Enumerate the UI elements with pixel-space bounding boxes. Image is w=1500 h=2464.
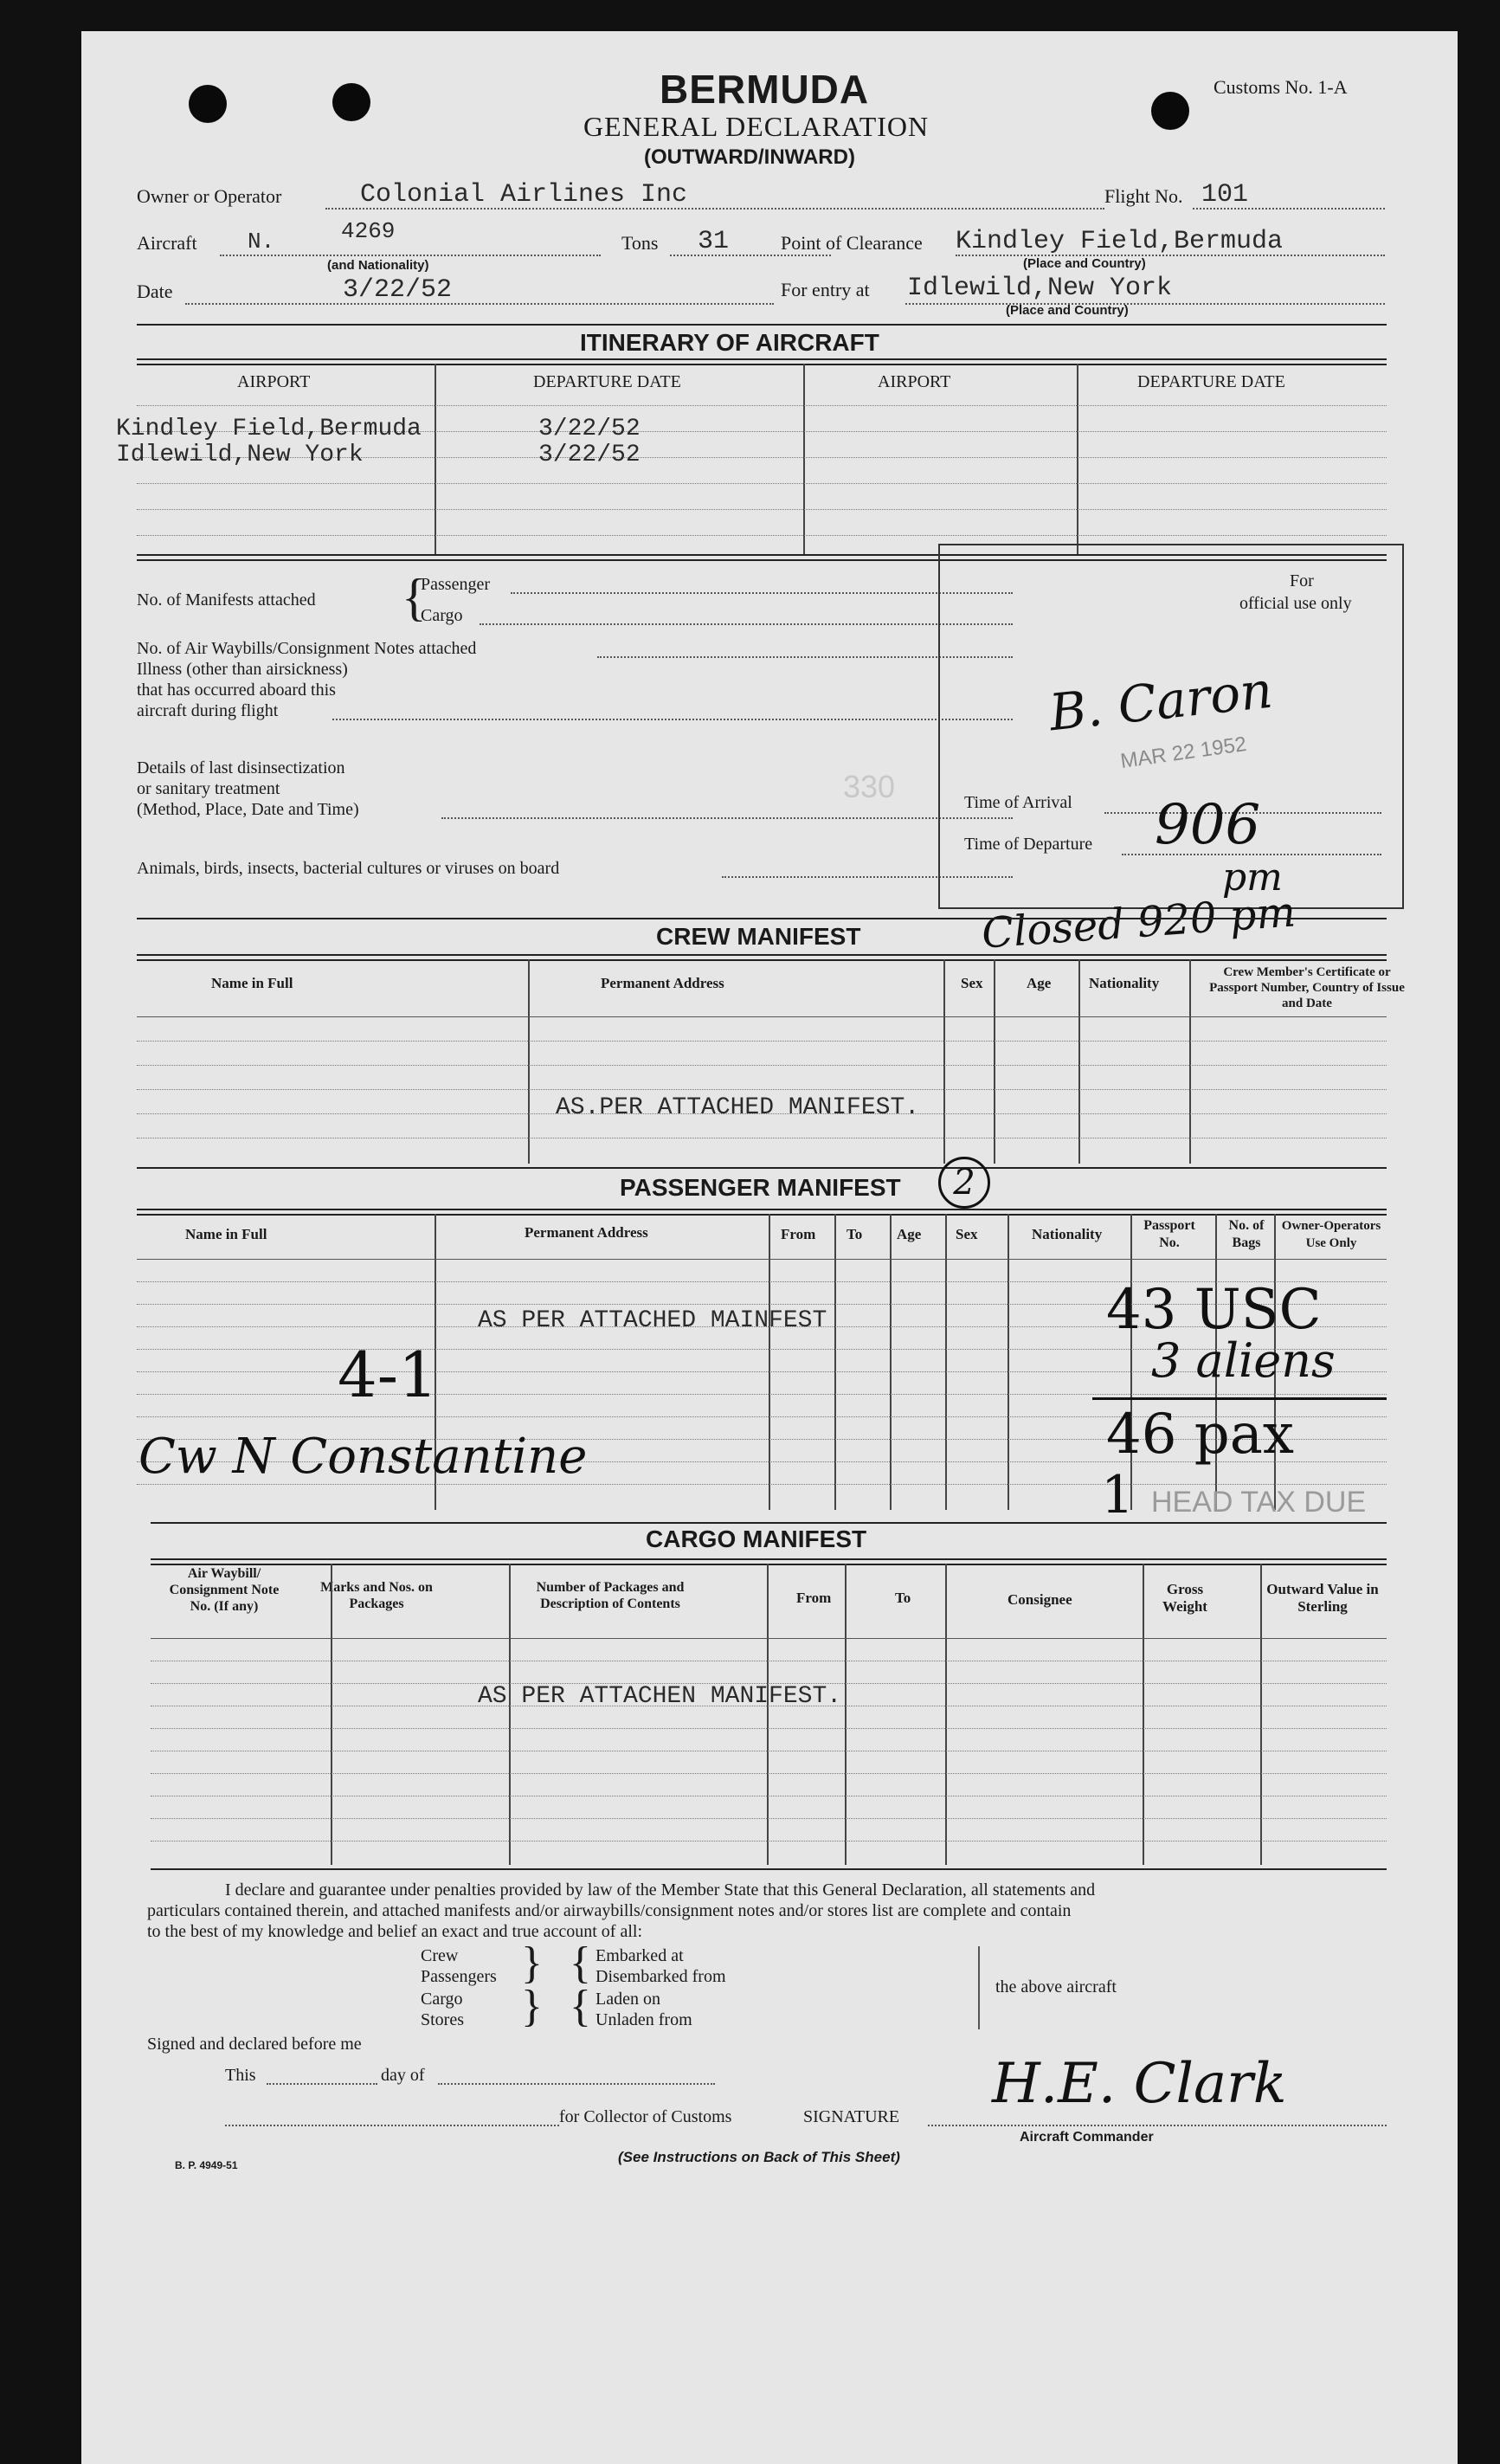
flight-label: Flight No.	[1104, 185, 1183, 207]
clearance-label: Point of Clearance	[781, 232, 923, 254]
commander-label: Aircraft Commander	[1020, 2130, 1154, 2145]
brace: }	[521, 1938, 543, 1988]
crew-title: CREW MANIFEST	[656, 923, 861, 950]
itinerary-col-airport-2: AIRPORT	[878, 372, 951, 391]
declaration-line-1: I declare and guarantee under penalties provided by law of the Member State that this General Declaration, all statements and	[225, 1880, 1096, 1900]
tally-head-tax-count: 1	[1101, 1465, 1135, 1525]
declaration-form	[81, 31, 1458, 2464]
departure-value: 906	[1155, 793, 1261, 857]
clearance-value: Kindley Field,Bermuda	[956, 227, 1284, 256]
passenger-title: PASSENGER MANIFEST	[620, 1174, 901, 1201]
tons-value: 31	[698, 227, 730, 256]
signed-label: Signed and declared before me	[147, 2035, 362, 2054]
owner-label: Owner or Operator	[137, 185, 282, 207]
departure-label: Time of Departure	[964, 835, 1093, 854]
place-country-note-2: (Place and Country)	[1006, 303, 1129, 318]
flight-value: 101	[1201, 180, 1249, 210]
crew-col-certificate: Crew Member's Certificate or Passport Number, Country of Issue and Date	[1209, 965, 1405, 1010]
punch-hole	[189, 85, 227, 123]
pax-col-age: Age	[897, 1226, 922, 1242]
crew-col-address: Permanent Address	[601, 975, 724, 991]
aircraft-value: 4269	[341, 218, 396, 244]
cargo-note: AS PER ATTACHEN MANIFEST.	[478, 1683, 842, 1710]
cargo-col-to: To	[895, 1590, 911, 1606]
brace: {	[570, 1982, 591, 2031]
punch-hole	[1151, 92, 1189, 130]
cargo-col-consignee: Consignee	[1008, 1591, 1072, 1608]
cargo-col-marks: Marks and Nos. on Packages	[320, 1580, 433, 1611]
tally-total: 46 pax	[1106, 1403, 1294, 1467]
declaration-embarked: Embarked at	[595, 1946, 684, 1965]
itinerary-date-2: 3/22/52	[538, 442, 641, 468]
itinerary-title: ITINERARY OF AIRCRAFT	[580, 329, 879, 356]
passenger-signature: Cw N Constantine	[138, 1429, 588, 1485]
pax-col-address: Permanent Address	[525, 1224, 648, 1241]
tally-aliens: 3 aliens	[1151, 1333, 1336, 1388]
this-label: This	[225, 2066, 256, 2085]
tally-us-citizens: 43 USC	[1106, 1278, 1322, 1342]
nationality-note: (and Nationality)	[327, 258, 429, 273]
form-subtitle: GENERAL DECLARATION	[583, 111, 930, 142]
form-number: B. P. 4949-51	[175, 2159, 238, 2171]
itinerary-date-1: 3/22/52	[538, 416, 641, 442]
cargo-col-weight: Gross Weight	[1162, 1581, 1207, 1615]
cargo-col-waybill: Air Waybill/ Consignment Note No. (If any)	[169, 1566, 280, 1614]
illness-line-3: aircraft during flight	[137, 701, 279, 720]
declaration-item-crew: Crew	[421, 1946, 459, 1965]
brace: {	[402, 569, 427, 626]
passenger-count-mark: 4-1	[338, 1338, 438, 1411]
pax-col-nationality: Nationality	[1032, 1226, 1103, 1242]
manifests-label: No. of Manifests attached	[137, 590, 316, 610]
cargo-title: CARGO MANIFEST	[646, 1525, 867, 1552]
pax-col-owner: Owner-Operators Use Only	[1281, 1219, 1381, 1250]
brace: {	[570, 1938, 591, 1988]
declaration-item-passengers: Passengers	[421, 1967, 497, 1986]
disinsect-line-1: Details of last disinsectization	[137, 758, 345, 777]
declaration-above-aircraft: the above aircraft	[995, 1977, 1117, 1996]
disinsect-line-3: (Method, Place, Date and Time)	[137, 800, 359, 819]
declaration-laden: Laden on	[595, 1990, 660, 2009]
date-label: Date	[137, 281, 173, 302]
animals-label: Animals, birds, insects, bacterial cultures or viruses on board	[137, 859, 560, 878]
pax-col-passport: Passport No.	[1143, 1218, 1195, 1250]
crew-note: AS.PER ATTACHED MANIFEST.	[556, 1094, 920, 1121]
head-tax-stamp: HEAD TAX DUE	[1151, 1486, 1367, 1519]
pax-col-bags: No. of Bags	[1228, 1218, 1265, 1250]
manifest-cargo-label: Cargo	[421, 606, 463, 625]
arrival-label: Time of Arrival	[964, 793, 1072, 812]
form-title: BERMUDA	[660, 67, 870, 112]
owner-value: Colonial Airlines Inc	[360, 180, 688, 210]
punch-hole	[332, 83, 370, 121]
faint-number: 330	[843, 769, 896, 804]
customs-number: Customs No. 1-A	[1214, 76, 1348, 98]
closed-mark: Closed 920 pm	[980, 887, 1297, 958]
cargo-col-from: From	[796, 1590, 832, 1606]
itinerary-col-date-2: DEPARTURE DATE	[1137, 372, 1285, 391]
signature-label: SIGNATURE	[803, 2107, 900, 2126]
itinerary-col-date: DEPARTURE DATE	[533, 372, 681, 391]
instructions-note: (See Instructions on Back of This Sheet)	[618, 2149, 900, 2165]
crew-col-nationality: Nationality	[1089, 975, 1160, 991]
pax-col-to: To	[847, 1226, 863, 1242]
aircraft-prefix: N.	[248, 229, 275, 255]
disinsect-line-2: or sanitary treatment	[137, 779, 280, 798]
manifest-passenger-label: Passenger	[421, 575, 490, 594]
pm-mark: pm	[1222, 855, 1283, 900]
crew-col-age: Age	[1027, 975, 1052, 991]
declaration-item-stores: Stores	[421, 2010, 464, 2029]
date-value: 3/22/52	[343, 275, 453, 305]
official-signature: B. Caron	[1046, 660, 1276, 743]
declaration-disembarked: Disembarked from	[595, 1967, 726, 1986]
declaration-unladen: Unladen from	[595, 2010, 692, 2029]
collector-label: for Collector of Customs	[559, 2107, 732, 2126]
itinerary-airport-1: Kindley Field,Bermuda	[116, 416, 422, 442]
official-use-label: official use only	[1239, 594, 1352, 613]
illness-line-2: that has occurred aboard this	[137, 681, 336, 700]
official-date-stamp: MAR 22 1952	[1118, 732, 1248, 774]
pax-col-from: From	[781, 1226, 816, 1242]
passenger-note: AS PER ATTACHED MAINFEST	[478, 1307, 827, 1334]
waybills-label: No. of Air Waybills/Consignment Notes attached	[137, 639, 477, 658]
commander-signature: H.E. Clark	[992, 2052, 1287, 2116]
aircraft-label: Aircraft	[137, 232, 197, 254]
itinerary-col-airport: AIRPORT	[237, 372, 311, 391]
itinerary-airport-2: Idlewild,New York	[116, 442, 364, 468]
declaration-item-cargo: Cargo	[421, 1990, 463, 2009]
tons-label: Tons	[621, 232, 659, 254]
day-of-label: day of	[381, 2066, 425, 2085]
pax-col-sex: Sex	[956, 1226, 978, 1242]
official-for-label: For	[1290, 571, 1314, 590]
place-country-note: (Place and Country)	[1023, 256, 1146, 271]
declaration-line-3: to the best of my knowledge and belief an exact and true account of all:	[147, 1922, 643, 1941]
declaration-line-2: particulars contained therein, and attached manifests and/or airwaybills/consignment notes and/or stores list are complete and contain	[147, 1901, 1072, 1920]
crew-col-name: Name in Full	[211, 975, 293, 991]
illness-line-1: Illness (other than airsickness)	[137, 660, 348, 679]
crew-col-sex: Sex	[961, 975, 983, 991]
pax-col-name: Name in Full	[185, 1226, 267, 1242]
cargo-col-value: Outward Value in Sterling	[1266, 1581, 1379, 1615]
entry-value: Idlewild,New York	[907, 274, 1173, 303]
form-direction: (OUTWARD/INWARD)	[644, 145, 855, 169]
cargo-col-packages: Number of Packages and Description of Contents	[536, 1580, 685, 1611]
entry-label: For entry at	[781, 279, 870, 300]
passenger-circled-mark: 2	[938, 1157, 990, 1209]
brace: }	[521, 1982, 543, 2031]
